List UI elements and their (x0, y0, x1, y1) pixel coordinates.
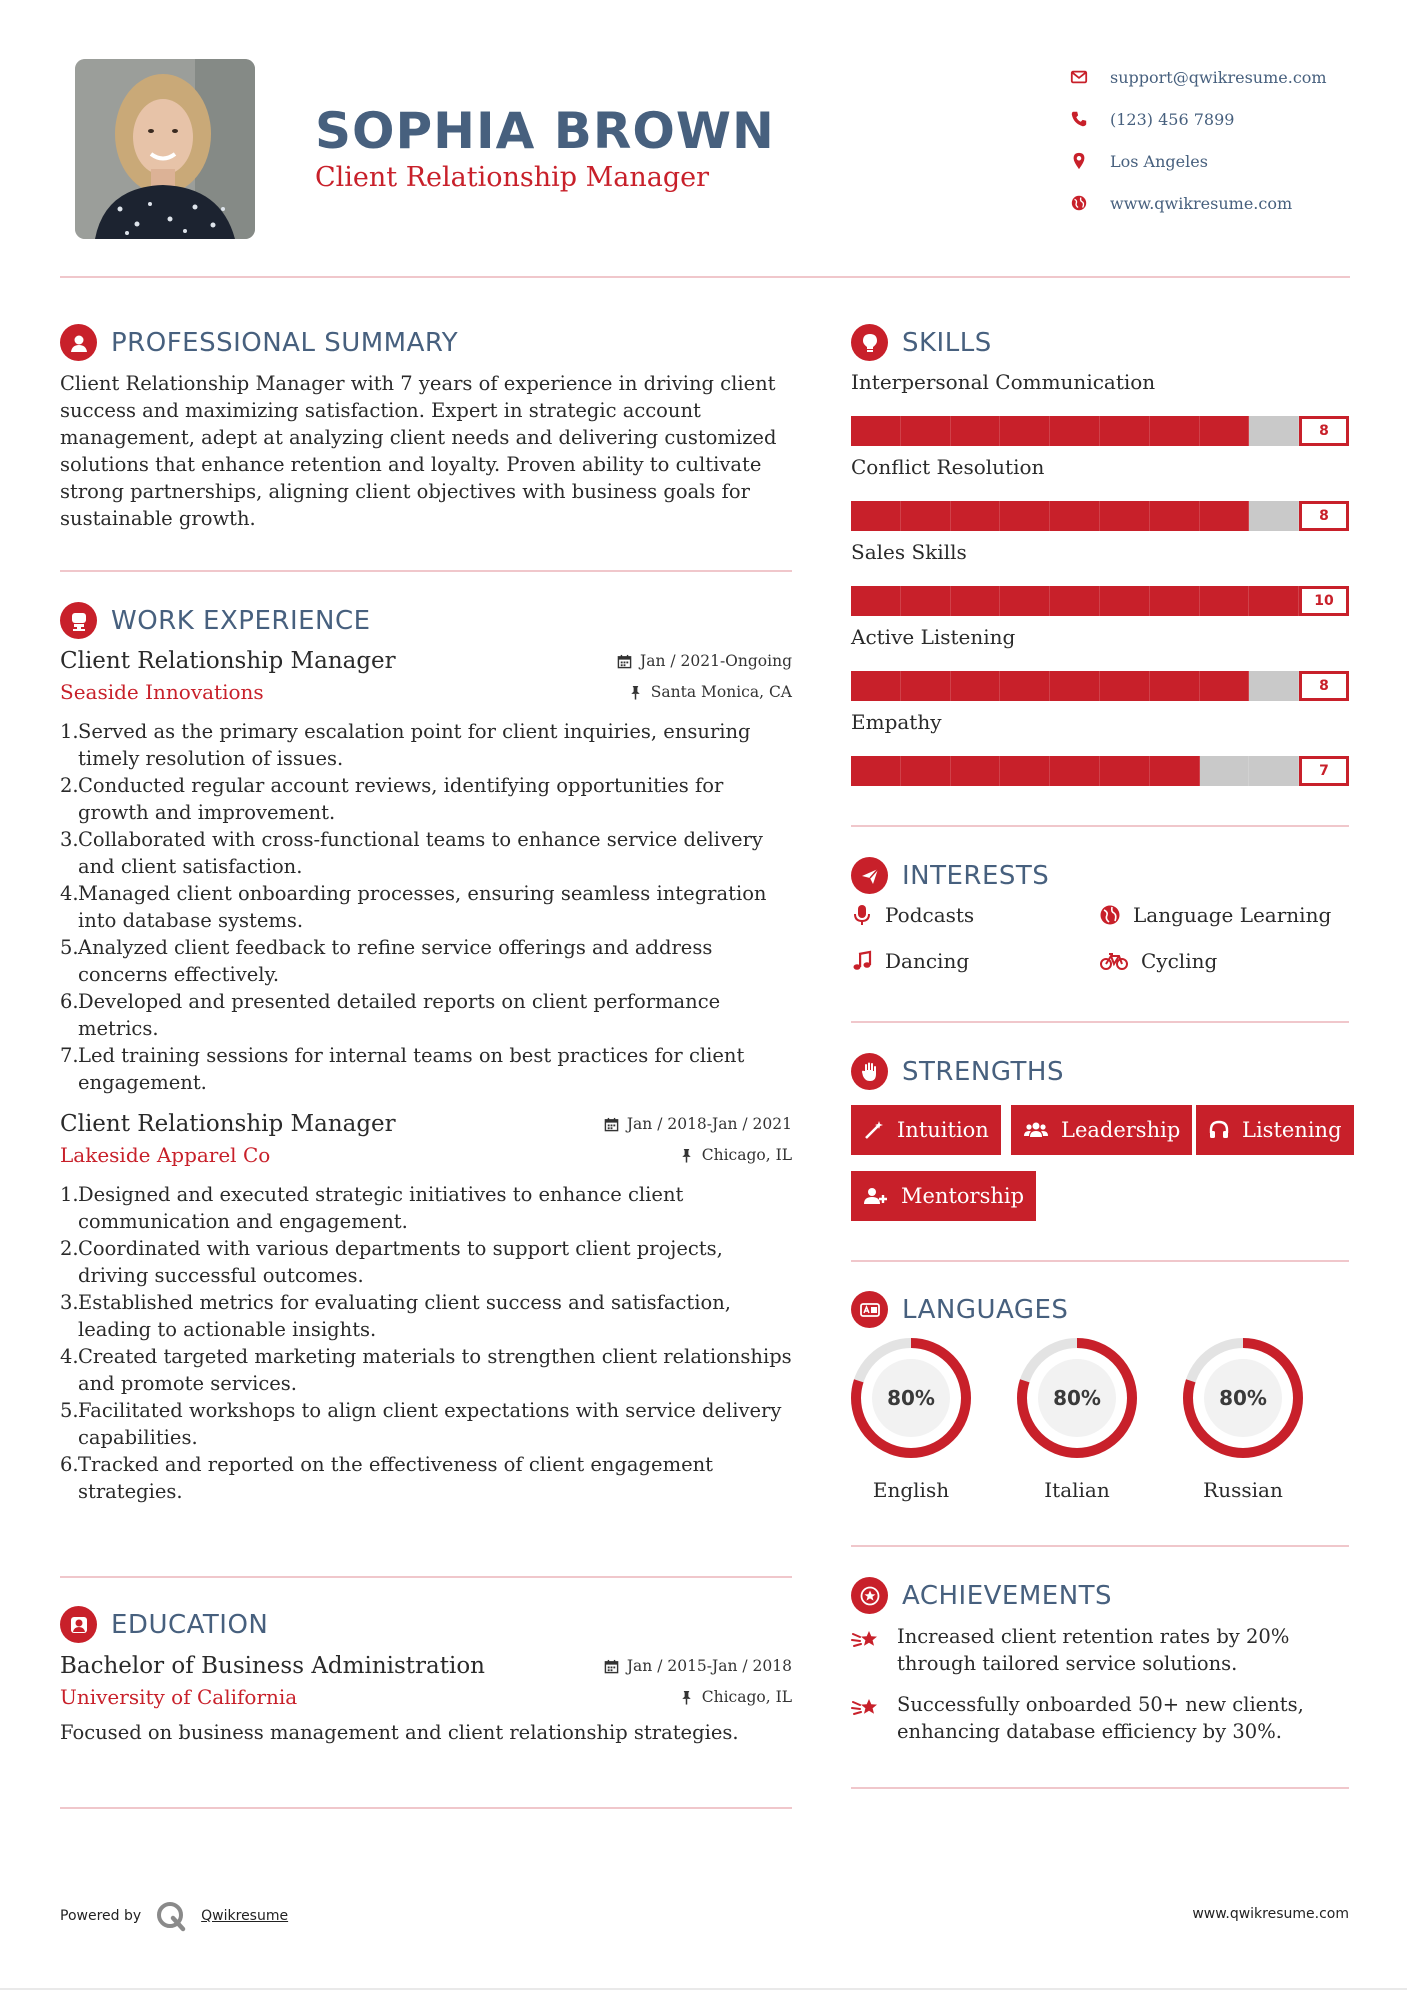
skill-name: Conflict Resolution (851, 455, 1045, 479)
language-italian (1015, 1336, 1139, 1502)
skill-segment-empty (1249, 671, 1299, 701)
skill-segment-filled (1100, 756, 1150, 786)
interests-divider (851, 1021, 1349, 1023)
skill-name: Interpersonal Communication (851, 370, 1156, 394)
skill-segment-filled (1100, 416, 1150, 446)
job-bullet: 2. Conducted regular account reviews, identifying opportunities for growth and improvement. (60, 774, 724, 824)
skill-segment-filled (1000, 586, 1050, 616)
job-entry (60, 648, 792, 1096)
brand-link[interactable]: Qwikresume (201, 1908, 289, 1924)
job-bullet: 4. Created targeted marketing materials to strengthen client relationships and promote services. (60, 1345, 792, 1395)
work-divider (60, 1576, 792, 1578)
powered-by-text: Powered by (60, 1908, 142, 1924)
achievement-text: Successfully onboarded 50+ new clients, enhancing database efficiency by 30%. (897, 1693, 1304, 1743)
skill-segment-filled (1100, 501, 1150, 531)
hand-icon (851, 1053, 888, 1090)
skill-segment-filled (1000, 501, 1050, 531)
skill-segment-filled (1000, 756, 1050, 786)
strengths-heading (851, 1053, 1064, 1090)
skill-segment-filled (951, 756, 1001, 786)
briefcase-icon (60, 602, 97, 639)
skills-divider (851, 825, 1349, 827)
skill-segment-filled (1050, 416, 1100, 446)
globe-icon (1099, 904, 1121, 926)
profile-photo (75, 59, 255, 239)
contact-email[interactable] (1070, 56, 1370, 98)
job-date (604, 1115, 792, 1133)
skill-segment-filled (1200, 671, 1250, 701)
skill-name: Sales Skills (851, 540, 967, 564)
contact-email-text: support@qwikresume.com (1110, 67, 1327, 87)
graduation-icon (60, 1606, 97, 1643)
summary-divider (60, 570, 792, 572)
candidate-role: Client Relationship Manager (315, 162, 710, 193)
strength-intuition (851, 1105, 1001, 1155)
user-icon (60, 324, 97, 361)
achievements-divider (851, 1787, 1349, 1789)
skill-segment-filled (851, 756, 901, 786)
job-entry (60, 1111, 792, 1505)
interest-label: Podcasts (885, 903, 975, 927)
bicycle-icon (1099, 950, 1129, 972)
language-english (849, 1336, 973, 1502)
interest-label: Cycling (1141, 949, 1218, 973)
skill-segment-filled (851, 501, 901, 531)
education-divider (60, 1807, 792, 1809)
skill-bar (851, 586, 1349, 616)
job-bullets (60, 1181, 792, 1505)
user-plus-icon (863, 1185, 889, 1207)
interest-language-learning (1099, 903, 1331, 927)
languages-heading (851, 1291, 1068, 1328)
users-icon (1023, 1119, 1049, 1141)
header-divider (60, 276, 1350, 278)
language-name: Italian (1044, 1478, 1110, 1502)
language-gauge (849, 1336, 973, 1460)
skills-title: SKILLS (902, 327, 992, 358)
skill-segment-filled (1150, 586, 1200, 616)
headphones-icon (1208, 1119, 1230, 1141)
skill-segment-filled (1150, 671, 1200, 701)
education-date (604, 1657, 792, 1675)
calendar-icon (604, 1117, 619, 1132)
star-badge-icon (851, 1577, 888, 1614)
job-bullet: 7. Led training sessions for internal teams on best practices for client engagement. (60, 1044, 745, 1094)
school: University of California (60, 1685, 298, 1709)
strengths-title: STRENGTHS (902, 1056, 1064, 1087)
skill-segment-empty (1249, 501, 1299, 531)
mail-icon (1070, 68, 1110, 86)
job-title: Client Relationship Manager (60, 648, 396, 674)
skill-item (851, 540, 1349, 616)
microphone-icon (851, 904, 873, 926)
skill-item (851, 625, 1349, 701)
job-location-text: Santa Monica, CA (650, 683, 792, 701)
job-bullet: 5. Facilitated workshops to align client expectations with service delivery capabilities. (60, 1399, 782, 1449)
skill-segment-filled (1150, 416, 1200, 446)
strength-listening (1196, 1105, 1354, 1155)
job-bullets (60, 718, 792, 1096)
skill-segment-filled (901, 756, 951, 786)
contact-location (1070, 140, 1370, 182)
skill-segment-filled (1000, 671, 1050, 701)
contact-phone[interactable] (1070, 98, 1370, 140)
language-percent: 80% (1053, 1386, 1101, 1410)
education-location-text: Chicago, IL (701, 1688, 792, 1706)
language-percent: 80% (1219, 1386, 1267, 1410)
interest-label: Dancing (885, 949, 970, 973)
footer-url[interactable]: www.qwikresume.com (1192, 1906, 1349, 1922)
contact-location-text: Los Angeles (1110, 151, 1208, 171)
languages-title: LANGUAGES (902, 1294, 1069, 1325)
skill-bar (851, 416, 1349, 446)
skill-segment-filled (1150, 756, 1200, 786)
qwikresume-logo-icon (155, 1900, 187, 1932)
job-bullet: 1. Served as the primary escalation point for client inquiries, ensuring timely resolution of issues. (60, 720, 751, 770)
skill-segment-filled (1050, 501, 1100, 531)
skills-heading (851, 324, 992, 361)
strength-label: Leadership (1061, 1118, 1181, 1142)
interests-title: INTERESTS (902, 860, 1050, 891)
job-date (617, 652, 792, 670)
language-russian (1181, 1336, 1305, 1502)
language-name: English (872, 1478, 950, 1502)
strengths-divider (851, 1260, 1349, 1262)
achievement-text: Increased client retention rates by 20% through tailored service solutions. (897, 1625, 1290, 1675)
skill-segment-filled (1249, 586, 1299, 616)
education-description: Focused on business management and client relationship strategies. (60, 1721, 739, 1744)
skill-segment-filled (1200, 416, 1250, 446)
achievements-heading (851, 1577, 1112, 1614)
skill-score: 7 (1299, 756, 1349, 786)
summary-text: Client Relationship Manager with 7 years of experience in driving client success and maximizing satisfaction. Expert in strategic account management, adept at analyzing client needs and delivering customized solutions that enhance retention and loyalty. Proven ability to cultivate strong partnerships, aligning client objectives with business goals for sustainable growth. (60, 372, 777, 530)
job-bullet: 3. Established metrics for evaluating client success and satisfaction, leading to actionable insights. (60, 1291, 731, 1341)
job-title: Client Relationship Manager (60, 1111, 396, 1137)
skill-segment-filled (1200, 501, 1250, 531)
interests-heading (851, 857, 1049, 894)
location-pin-icon (1070, 152, 1110, 170)
pushpin-icon (628, 685, 643, 700)
skill-segment-filled (901, 671, 951, 701)
language-icon (851, 1291, 888, 1328)
skill-segment-filled (951, 501, 1001, 531)
skill-bar (851, 501, 1349, 531)
lightbulb-icon (851, 324, 888, 361)
job-bullet: 2. Coordinated with various departments to support client projects, driving successful outcomes. (60, 1237, 723, 1287)
education-heading (60, 1606, 268, 1643)
job-location (628, 683, 792, 701)
contact-website-text: www.qwikresume.com (1110, 193, 1293, 213)
skill-segment-empty (1249, 756, 1299, 786)
interest-cycling (1099, 949, 1217, 973)
job-location (679, 1146, 792, 1164)
skill-segment-filled (1050, 756, 1100, 786)
candidate-name: SOPHIA BROWN (315, 102, 775, 160)
skill-segment-filled (951, 416, 1001, 446)
skill-name: Empathy (851, 710, 942, 734)
skill-segment-filled (1050, 586, 1100, 616)
calendar-icon (617, 654, 632, 669)
skill-segment-filled (851, 671, 901, 701)
language-gauge (1181, 1336, 1305, 1460)
shooting-star-icon (851, 1693, 881, 1723)
language-percent: 80% (887, 1386, 935, 1410)
skill-segment-filled (1200, 586, 1250, 616)
education-location (679, 1688, 792, 1706)
footer-powered-by (60, 1900, 288, 1932)
skill-score: 8 (1299, 416, 1349, 446)
job-location-text: Chicago, IL (701, 1146, 792, 1164)
languages-divider (851, 1545, 1349, 1547)
skill-score: 8 (1299, 501, 1349, 531)
skill-segment-filled (1050, 671, 1100, 701)
calendar-icon (604, 1659, 619, 1674)
skill-segment-filled (851, 416, 901, 446)
job-company: Lakeside Apparel Co (60, 1143, 271, 1167)
pushpin-icon (679, 1148, 694, 1163)
education-entry (60, 1653, 792, 1746)
work-title: WORK EXPERIENCE (111, 605, 371, 636)
education-title: EDUCATION (111, 1609, 269, 1640)
skill-segment-filled (901, 416, 951, 446)
skill-name: Active Listening (851, 625, 1016, 649)
skill-segment-empty (1200, 756, 1250, 786)
skill-bar (851, 756, 1349, 786)
strength-leadership (1011, 1105, 1192, 1155)
job-bullet: 4. Managed client onboarding processes, ensuring seamless integration into database systems. (60, 882, 767, 932)
education-date-text: Jan / 2015-Jan / 2018 (626, 1657, 792, 1675)
shooting-star-icon (851, 1625, 881, 1655)
strength-label: Listening (1242, 1118, 1342, 1142)
achievements-title: ACHIEVEMENTS (902, 1580, 1113, 1611)
contact-phone-text: (123) 456 7899 (1110, 109, 1235, 129)
contact-website[interactable] (1070, 182, 1370, 224)
skill-segment-filled (1100, 586, 1150, 616)
skill-segment-filled (951, 671, 1001, 701)
interest-label: Language Learning (1133, 903, 1332, 927)
phone-icon (1070, 110, 1110, 128)
strength-label: Mentorship (901, 1184, 1025, 1208)
job-bullet: 6. Tracked and reported on the effectiveness of client engagement strategies. (60, 1453, 714, 1503)
job-company: Seaside Innovations (60, 680, 264, 704)
job-bullet: 1. Designed and executed strategic initiatives to enhance client communication and engagement. (60, 1183, 684, 1233)
globe-icon (1070, 194, 1110, 212)
strength-label: Intuition (897, 1118, 989, 1142)
skill-segment-filled (951, 586, 1001, 616)
contact-list (1070, 56, 1370, 224)
skill-segment-filled (1000, 416, 1050, 446)
work-heading (60, 602, 371, 639)
achievement-item (851, 1623, 1311, 1677)
job-bullet: 3. Collaborated with cross-functional teams to enhance service delivery and client satisfaction. (60, 828, 763, 878)
skill-score: 8 (1299, 671, 1349, 701)
skill-segment-filled (1150, 501, 1200, 531)
summary-title: PROFESSIONAL SUMMARY (111, 327, 459, 358)
skill-item (851, 455, 1349, 531)
paper-plane-icon (851, 857, 888, 894)
language-gauge (1015, 1336, 1139, 1460)
summary-heading (60, 324, 458, 361)
job-date-text: Jan / 2021-Ongoing (639, 652, 792, 670)
interest-podcasts (851, 903, 974, 927)
job-bullet: 6. Developed and presented detailed reports on client performance metrics. (60, 990, 721, 1040)
pushpin-icon (679, 1690, 694, 1705)
magic-wand-icon (863, 1119, 885, 1141)
skill-item (851, 710, 1349, 786)
skill-score: 10 (1299, 586, 1349, 616)
degree: Bachelor of Business Administration (60, 1653, 485, 1679)
skill-bar (851, 671, 1349, 701)
interest-dancing (851, 949, 969, 973)
skill-item (851, 370, 1349, 446)
music-note-icon (851, 950, 873, 972)
skill-segment-filled (901, 586, 951, 616)
skill-segment-filled (851, 586, 901, 616)
skill-segment-filled (1100, 671, 1150, 701)
skill-segment-filled (901, 501, 951, 531)
language-name: Russian (1203, 1478, 1283, 1502)
achievement-item (851, 1691, 1311, 1745)
job-date-text: Jan / 2018-Jan / 2021 (626, 1115, 792, 1133)
job-bullet: 5. Analyzed client feedback to refine service offerings and address concerns effectively. (60, 936, 713, 986)
strength-mentorship (851, 1171, 1036, 1221)
skill-segment-empty (1249, 416, 1299, 446)
